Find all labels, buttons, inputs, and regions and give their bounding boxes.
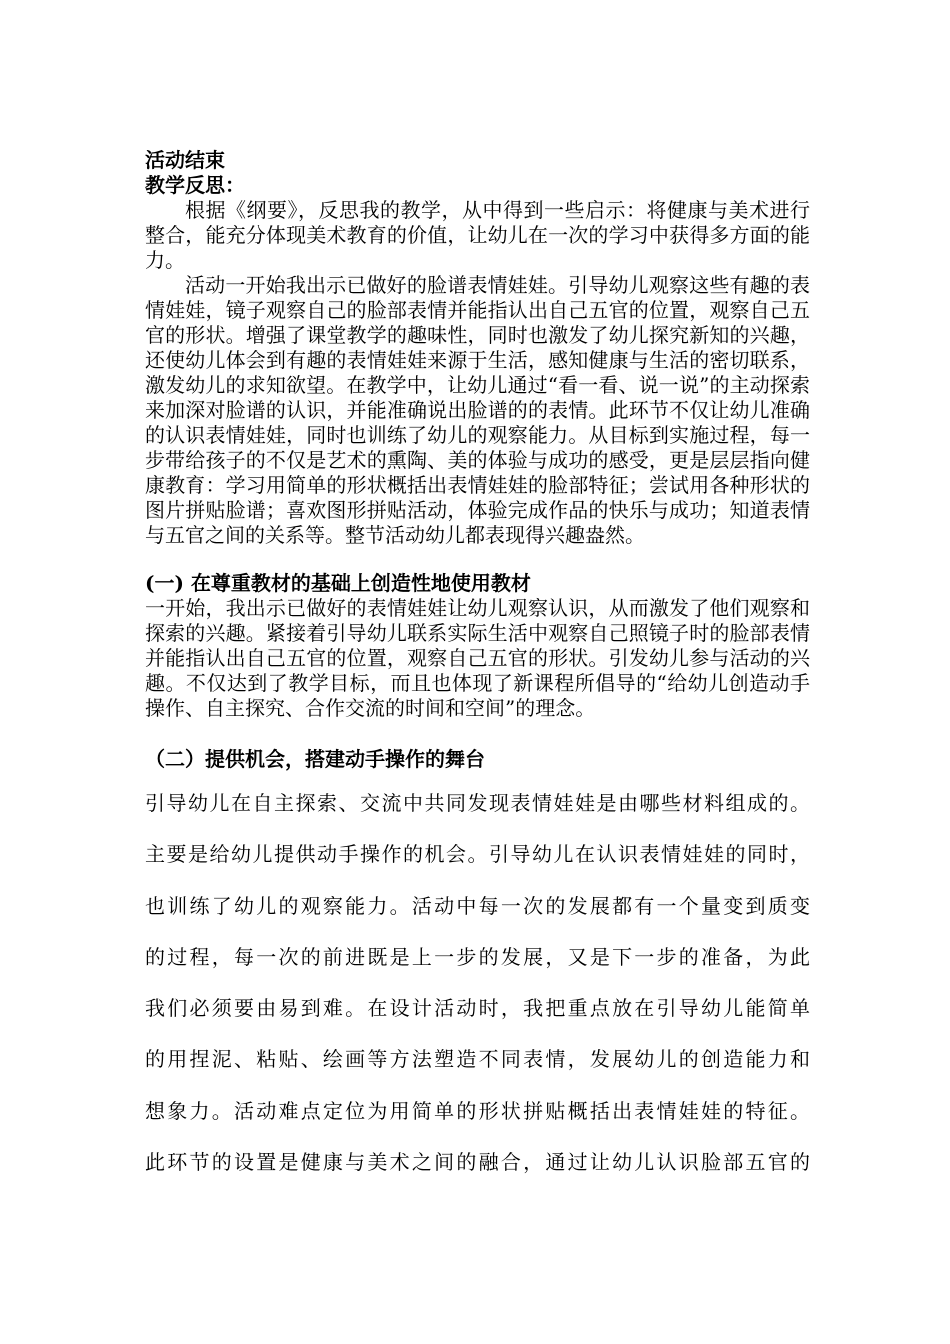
- reflection-paragraph-1: 根据《纲要》，反思我的教学，从中得到一些启示：将健康与美术进行整合，能充分体现美术教育的价值，让幼儿在一次的学习中获得多方面的能力。: [145, 198, 810, 272]
- section-two-line: 也训练了幼儿的观察能力。活动中每一次的发展都有一个量变到质变: [145, 893, 810, 918]
- section-one-body: 一开始，我出示已做好的表情娃娃让幼儿观察认识，从而激发了他们观察和探索的兴趣。紧接着引导幼儿联系实际生活中观察自己照镜子时的脸部表情并能指认出自己五官的位置，观察自己五官的形状。引发幼儿参与活动的兴趣。不仅达到了教学目标，而且也体现了新课程所倡导的“给幼儿创造动手操作、自主探究、合作交流的时间和空间”的理念。: [145, 596, 810, 720]
- section-two-line: 此环节的设置是健康与美术之间的融合，通过让幼儿认识脸部五官的: [145, 1150, 810, 1175]
- section-two-line: 我们必须要由易到难。在设计活动时，我把重点放在引导幼儿能简单: [145, 996, 810, 1021]
- section-two-line: 的用捏泥、粘贴、绘画等方法塑造不同表情，发展幼儿的创造能力和: [145, 1047, 810, 1072]
- activity-end-heading: 活动结束: [145, 148, 225, 172]
- reflection-paragraph-2: 活动一开始我出示已做好的脸谱表情娃娃。引导幼儿观察这些有趣的表情娃娃，镜子观察自己的脸部表情并能指认出自己五官的位置，观察自己五官的形状。增强了课堂教学的趣味性，同时也激发了幼儿探究新知的兴趣，还使幼儿体会到有趣的表情娃娃来源于生活，感知健康与生活的密切联系，激发幼儿的求知欲望。在教学中，让幼儿通过“看一看、说一说”的主动探索来加深对脸谱的认识，并能准确说出脸谱的的表情。此环节不仅让幼儿准确的认识表情娃娃，同时也训练了幼儿的观察能力。从目标到实施过程，每一步带给孩子的不仅是艺术的熏陶、美的体验与成功的感受，更是层层指向健康教育：学习用简单的形状概括出表情娃娃的脸部特征；尝试用各种形状的图片拼贴脸谱；喜欢图形拼贴活动，体验完成作品的快乐与成功；知道表情与五官之间的关系等。整节活动幼儿都表现得兴趣盎然。: [145, 273, 810, 547]
- section-two-line: 想象力。活动难点定位为用简单的形状拼贴概括出表情娃娃的特征。: [145, 1098, 810, 1123]
- section-two-title: （二）提供机会，搭建动手操作的舞台: [145, 747, 485, 771]
- section-two-line: 引导幼儿在自主探索、交流中共同发现表情娃娃是由哪些材料组成的。: [145, 791, 810, 815]
- section-two-line: 主要是给幼儿提供动手操作的机会。引导幼儿在认识表情娃娃的同时，: [145, 842, 810, 867]
- section-one-title: (一) 在尊重教材的基础上创造性地使用教材: [145, 571, 531, 595]
- section-two-line: 的过程，每一次的前进既是上一步的发展，又是下一步的准备，为此: [145, 944, 810, 969]
- section-two-body: [145, 791, 810, 1175]
- teaching-reflection-heading: 教学反思：: [145, 173, 245, 197]
- document-page: [145, 148, 810, 1201]
